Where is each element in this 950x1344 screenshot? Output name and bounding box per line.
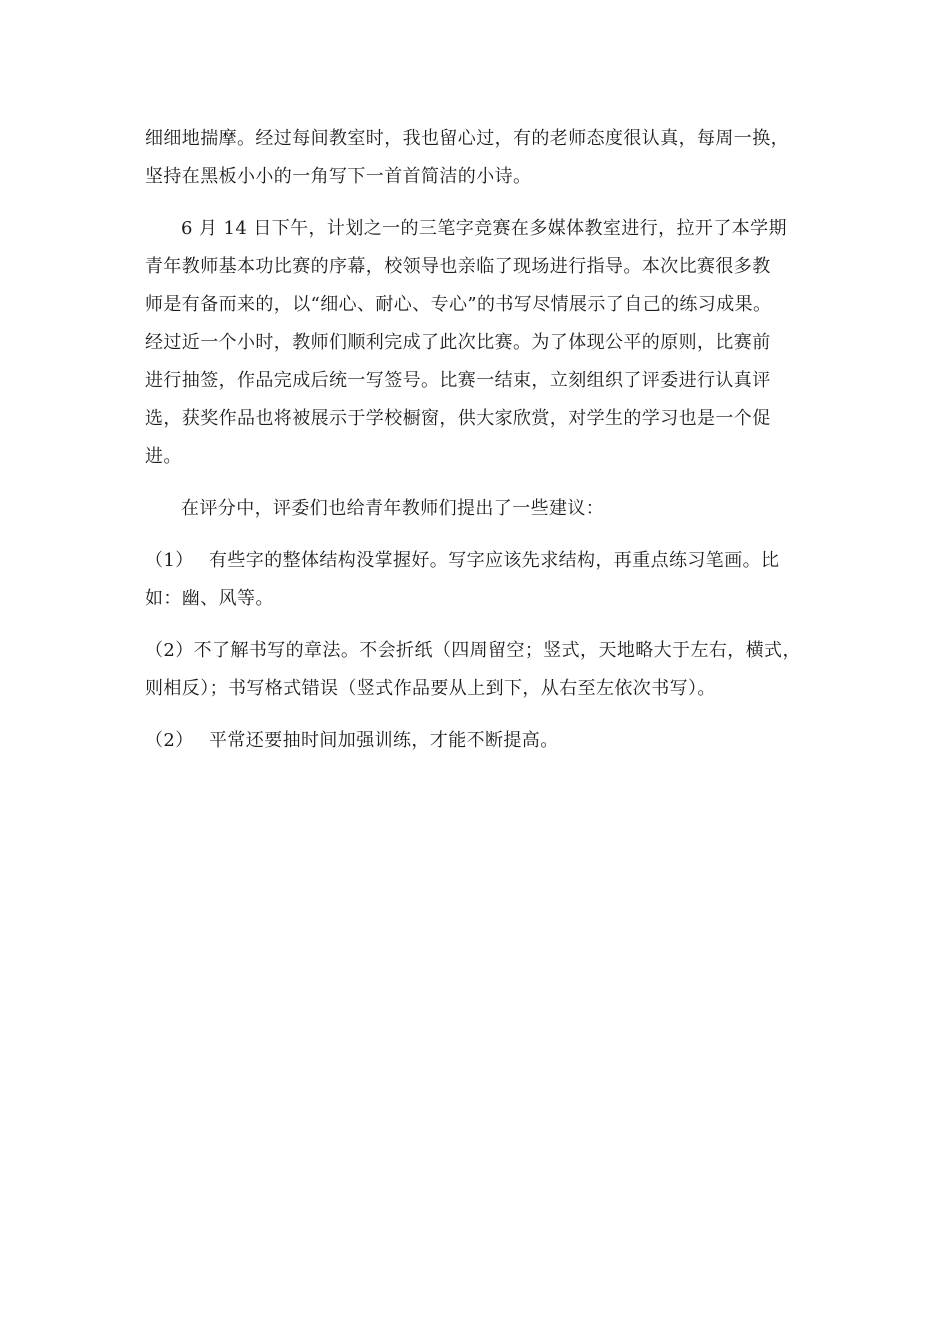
text-line: 有些字的整体结构没掌握好。写字应该先求结构，再重点练习笔画。比 bbox=[209, 550, 780, 571]
suggestion-item-1 bbox=[145, 542, 825, 618]
paragraph-2 bbox=[145, 210, 825, 476]
text-line: 青年教师基本功比赛的序幕，校领导也亲临了现场进行指导。本次比赛很多教 bbox=[145, 256, 771, 277]
text-line: 进行抽签，作品完成后统一写签号。比赛一结束，立刻组织了评委进行认真评 bbox=[145, 370, 771, 391]
paragraph-1 bbox=[145, 120, 825, 196]
text-line: 6 月 14 日下午，计划之一的三笔字竞赛在多媒体教室进行，拉开了本学期 bbox=[181, 218, 787, 239]
text-line: 进。 bbox=[145, 446, 182, 467]
text-line: 平常还要抽时间加强训练，才能不断提高。 bbox=[209, 730, 559, 751]
text-line: 坚持在黑板小小的一角写下一首首简洁的小诗。 bbox=[145, 166, 532, 187]
document-page bbox=[145, 120, 825, 760]
suggestion-item-3 bbox=[145, 722, 825, 760]
text-line: 细细地揣摩。经过每间教室时，我也留心过，有的老师态度很认真，每周一换， bbox=[145, 128, 789, 149]
text-line: 则相反）；书写格式错误（竖式作品要从上到下，从右至左依次书写）。 bbox=[145, 678, 716, 699]
text-line: 师是有备而来的，以“细心、耐心、专心”的书写尽情展示了自己的练习成果。 bbox=[145, 294, 772, 315]
text-line: 如：幽、风等。 bbox=[145, 588, 274, 609]
text-line: 在评分中，评委们也给青年教师们提出了一些建议： bbox=[181, 498, 605, 519]
text-line: 选，获奖作品也将被展示于学校橱窗，供大家欣赏，对学生的学习也是一个促 bbox=[145, 408, 771, 429]
item-number: （2） bbox=[145, 730, 194, 751]
paragraph-3 bbox=[145, 490, 825, 528]
text-line: （2）不了解书写的章法。不会折纸（四周留空；竖式，天地略大于左右，横式， bbox=[145, 640, 801, 661]
text-line: 经过近一个小时，教师们顺利完成了此次比赛。为了体现公平的原则，比赛前 bbox=[145, 332, 771, 353]
item-number: （1） bbox=[145, 550, 194, 571]
suggestion-item-2 bbox=[145, 632, 825, 708]
